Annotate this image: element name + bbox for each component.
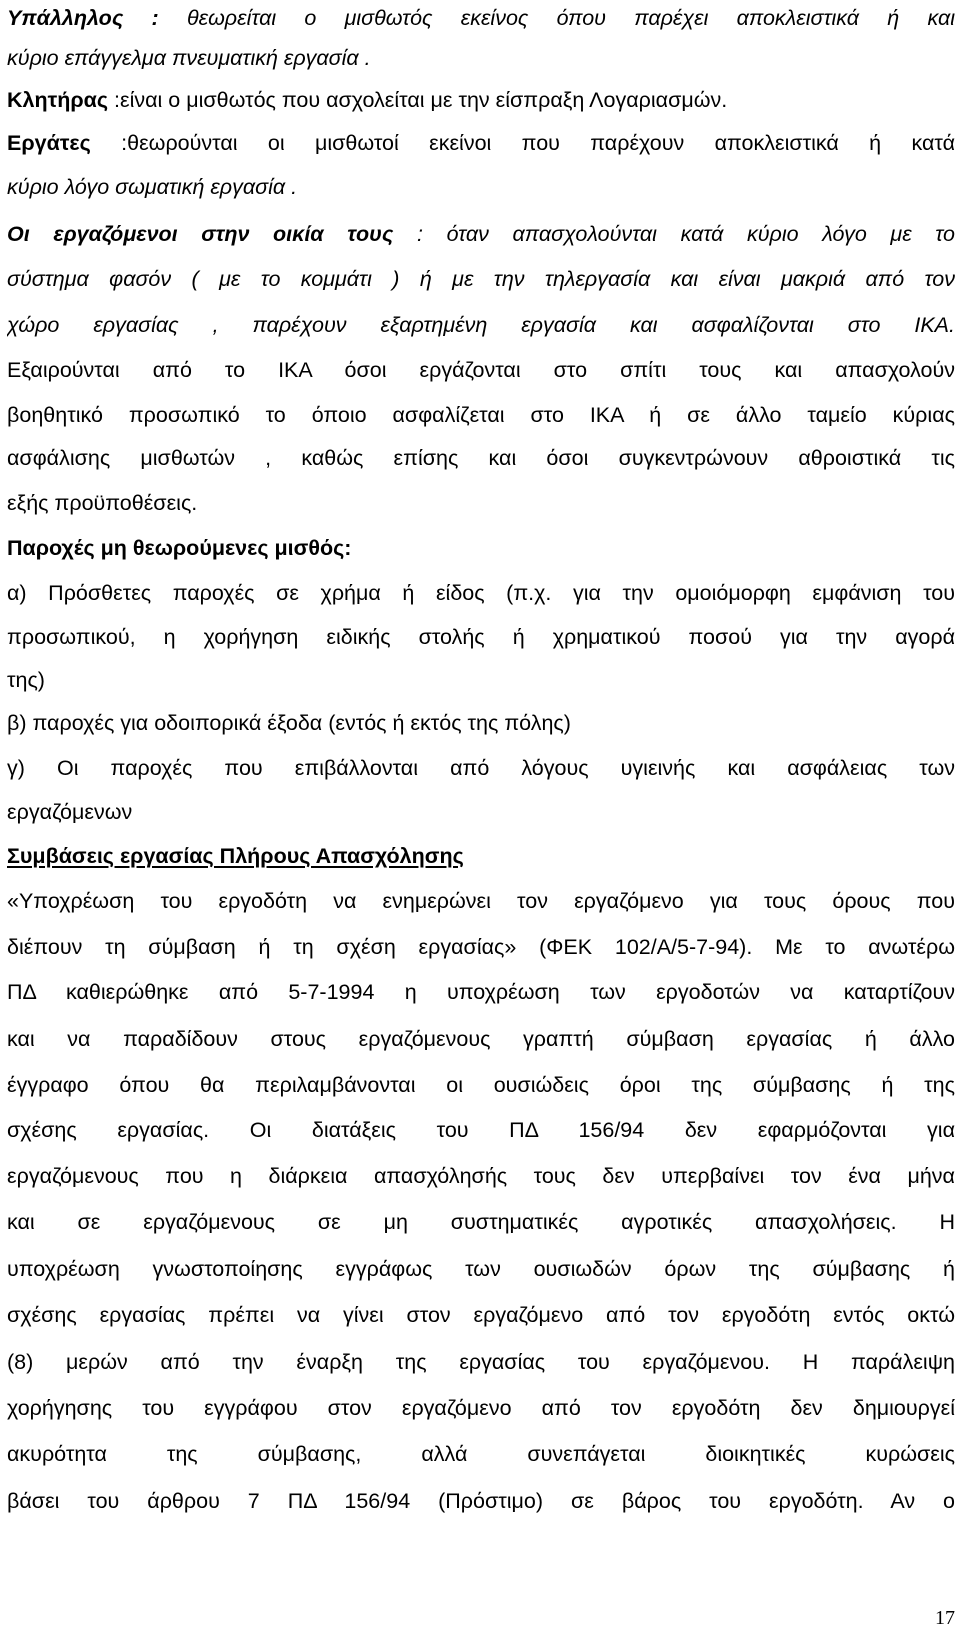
- text-line: γ) Οι παροχές που επιβάλλονται από λόγους υγιεινής και ασφάλειας των: [7, 756, 955, 780]
- text-line: υποχρέωση γνωστοποίησης εγγράφως των ουσιωδών όρων της σύμβασης ή: [7, 1257, 955, 1281]
- text-line: Εξαιρούνται από το ΙΚΑ όσοι εργάζονται στο σπίτι τους και απασχολούν: [7, 358, 955, 382]
- text-line: διέπουν τη σύμβαση ή τη σχέση εργασίας» (ΦΕΚ 102/Α/5-7-94). Με το ανωτέρω: [7, 935, 955, 959]
- term-home-workers: Οι εργαζόμενοι στην οικία τους: [7, 222, 394, 246]
- heading-non-salary-benefits: Παροχές μη θεωρούμενες μισθός:: [7, 536, 352, 560]
- text-line: ΠΔ καθιερώθηκε από 5-7-1994 η υποχρέωση των εργοδοτών να καταρτίζουν: [7, 980, 955, 1004]
- text-line: σύστημα φασόν ( με το κομμάτι ) ή με την τηλεργασία και είναι μακριά από τον: [7, 267, 955, 291]
- text-line: σχέσης εργασίας πρέπει να γίνει στον εργαζόμενο από τον εργοδότη εντός οκτώ: [7, 1303, 955, 1327]
- text-line: ασφάλισης μισθωτών , καθώς επίσης και όσοι συγκεντρώνουν αθροιστικά τις: [7, 446, 955, 470]
- definition-home-workers: Οι εργαζόμενοι στην οικία τους : όταν απασχολούνται κατά κύριο λόγο με το: [7, 222, 955, 246]
- text-line: εξής προϋποθέσεις.: [7, 491, 198, 515]
- definition-workers: Εργάτες :θεωρούνται οι μισθωτοί εκείνοι που παρέχουν αποκλειστικά ή κατά: [7, 131, 955, 155]
- text-line: (8) μερών από την έναρξη της εργασίας του εργαζόμενου. Η παράλειψη: [7, 1350, 955, 1374]
- term-collector: Κλητήρας: [7, 88, 109, 112]
- text-line: α) Πρόσθετες παροχές σε χρήμα ή είδος (π.χ. για την ομοιόμορφη εμφάνιση του: [7, 581, 955, 605]
- text-line: κύριο λόγο σωματική εργασία .: [7, 175, 298, 199]
- text-line: και σε εργαζόμενους σε μη συστηματικές αγροτικές απασχολήσεις. Η: [7, 1210, 955, 1234]
- text-line: κύριο επάγγελμα πνευματική εργασία .: [7, 46, 371, 70]
- term-employee: Υπάλληλος :: [7, 6, 159, 30]
- heading-full-time-contracts: Συμβάσεις εργασίας Πλήρους Απασχόλησης: [7, 844, 464, 868]
- text-line: ακυρότητα της σύμβασης, αλλά συνεπάγεται διοικητικές κυρώσεις: [7, 1442, 955, 1466]
- text-line: προσωπικού, η χορήγηση ειδικής στολής ή χρηματικού ποσού για την αγορά: [7, 625, 955, 649]
- text-line: της): [7, 668, 45, 692]
- term-workers: Εργάτες: [7, 131, 91, 155]
- text-line: β) παροχές για οδοιπορικά έξοδα (εντός ή εκτός της πόλης): [7, 711, 571, 735]
- definition-collector: Κλητήρας :είναι ο μισθωτός που ασχολείται με την είσπραξη Λογαριασμών.: [7, 88, 728, 112]
- text-line: εργαζόμενων: [7, 800, 133, 824]
- text-line: χώρο εργασίας , παρέχουν εξαρτημένη εργασία και ασφαλίζονται στο ΙΚΑ.: [7, 313, 955, 337]
- text-line: έγγραφο όπου θα περιλαμβάνονται οι ουσιώδεις όροι της σύμβασης ή της: [7, 1073, 955, 1097]
- text-line: βάσει του άρθρου 7 ΠΔ 156/94 (Πρόστιμο) σε βάρος του εργοδότη. Αν ο: [7, 1489, 955, 1513]
- text-line: και να παραδίδουν στους εργαζόμενους γραπτή σύμβαση εργασίας ή άλλο: [7, 1027, 955, 1051]
- text-line: βοηθητικό προσωπικό το όποιο ασφαλίζεται στο ΙΚΑ ή σε άλλο ταμείο κύριας: [7, 403, 955, 427]
- document-page: [7, 0, 955, 1640]
- text-line: χορήγησης του εγγράφου στον εργαζόμενο από τον εργοδότη δεν δημιουργεί: [7, 1396, 955, 1420]
- definition-employee: Υπάλληλος : θεωρείται ο μισθωτός εκείνος όπου παρέχει αποκλειστικά ή και: [7, 6, 955, 30]
- text-line: «Υποχρέωση του εργοδότη να ενημερώνει τον εργαζόμενο για τους όρους που: [7, 889, 955, 913]
- page-number: 17: [935, 1607, 955, 1629]
- text-line: σχέσης εργασίας. Οι διατάξεις του ΠΔ 156/94 δεν εφαρμόζονται για: [7, 1118, 955, 1142]
- text-line: εργαζόμενους που η διάρκεια απασχόλησής τους δεν υπερβαίνει τον ένα μήνα: [7, 1164, 955, 1188]
